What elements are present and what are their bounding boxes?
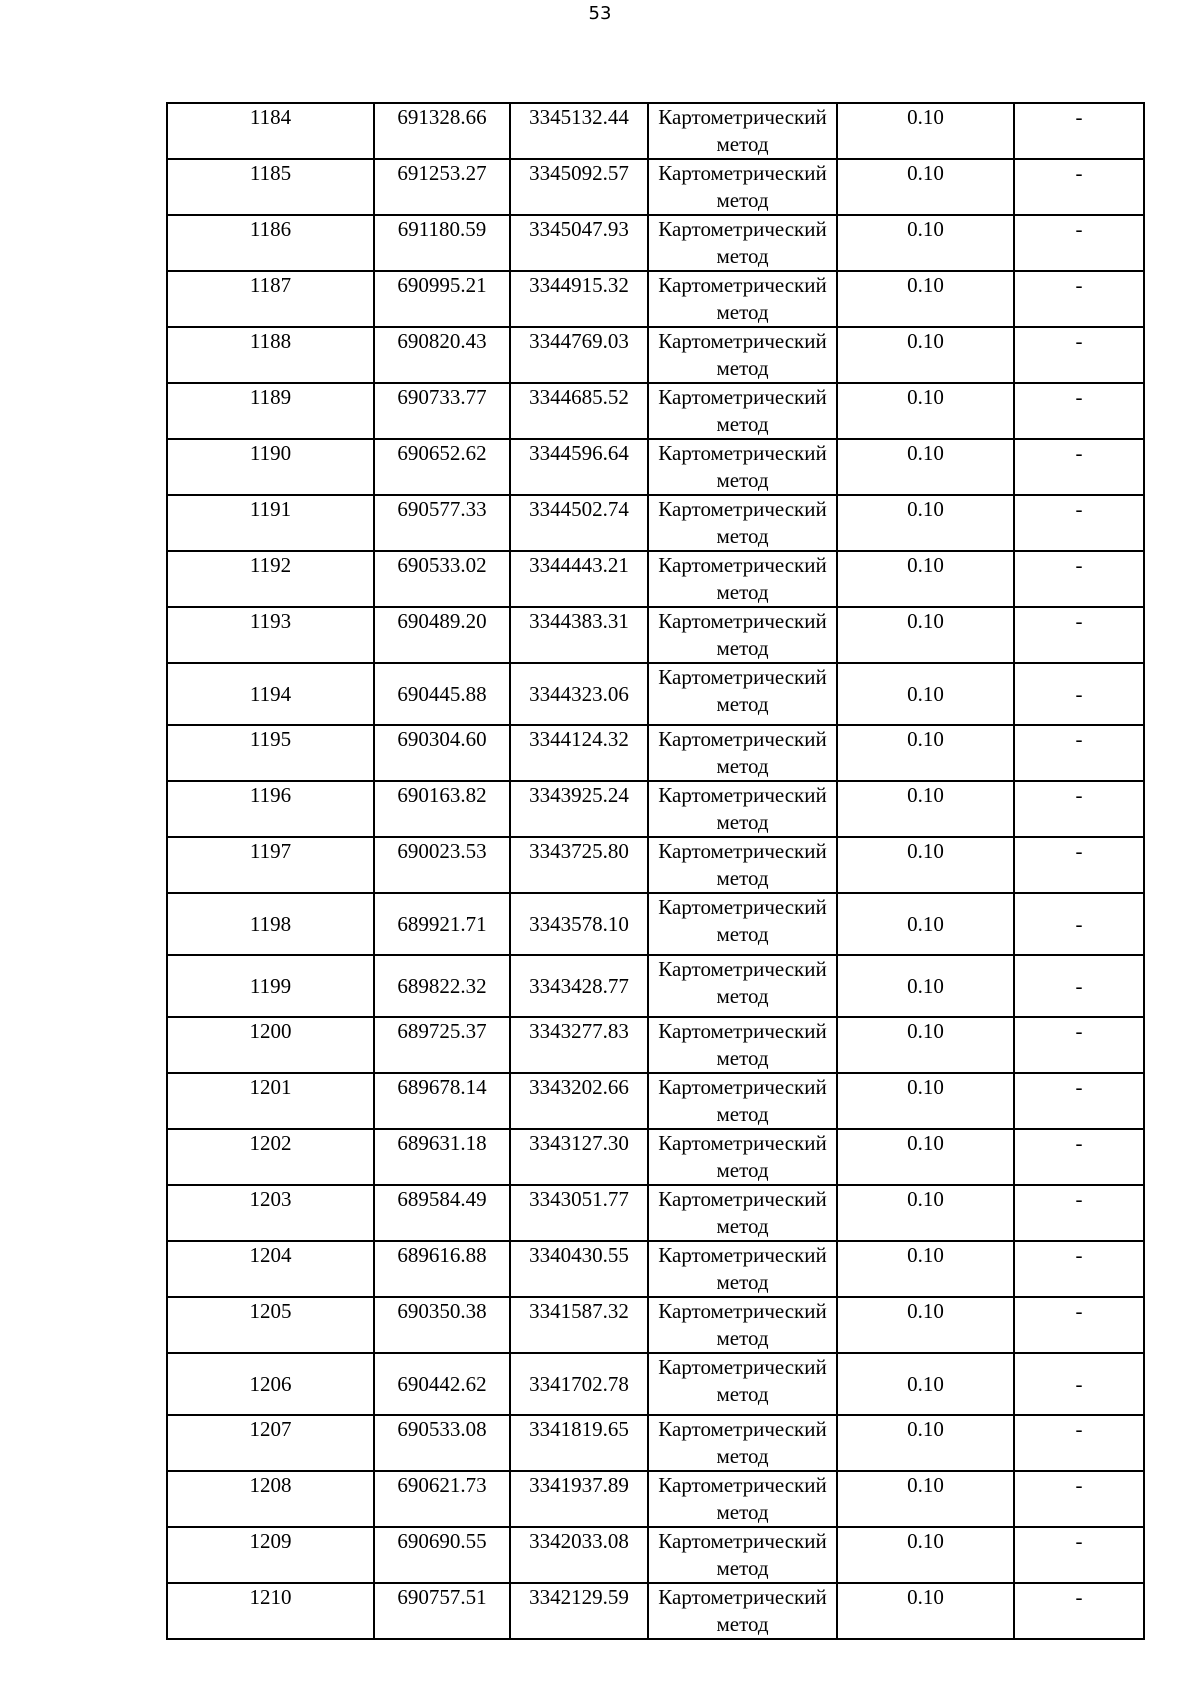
y-coordinate-cell: 3341702.78 (510, 1353, 648, 1415)
point-number-cell: 1206 (167, 1353, 374, 1415)
point-number-cell: 1185 (167, 159, 374, 215)
method-cell (648, 1017, 837, 1073)
method-cell (648, 725, 837, 781)
point-number-cell: 1205 (167, 1297, 374, 1353)
table-row (167, 1185, 1144, 1241)
method-line-2: метод (716, 1270, 769, 1294)
accuracy-cell: 0.10 (837, 1241, 1014, 1297)
method-cell (648, 955, 837, 1017)
method-cell (648, 1129, 837, 1185)
method-line-1: Картометрический (658, 1417, 827, 1441)
y-coordinate-cell: 3344685.52 (510, 383, 648, 439)
method-line-1: Картометрический (658, 441, 827, 465)
point-number-cell: 1186 (167, 215, 374, 271)
accuracy-cell: 0.10 (837, 1017, 1014, 1073)
x-coordinate-cell: 690163.82 (374, 781, 510, 837)
method-cell (648, 1353, 837, 1415)
point-number-cell: 1190 (167, 439, 374, 495)
method-cell (648, 1415, 837, 1471)
method-cell (648, 663, 837, 725)
table-row (167, 159, 1144, 215)
y-coordinate-cell: 3344502.74 (510, 495, 648, 551)
point-number-cell: 1197 (167, 837, 374, 893)
table-row (167, 1353, 1144, 1415)
y-coordinate-cell: 3345092.57 (510, 159, 648, 215)
accuracy-cell: 0.10 (837, 1185, 1014, 1241)
method-line-1: Картометрический (658, 1131, 827, 1155)
table-row (167, 781, 1144, 837)
method-line-1: Картометрический (658, 783, 827, 807)
table-row (167, 271, 1144, 327)
note-cell: - (1014, 1129, 1144, 1185)
accuracy-cell: 0.10 (837, 495, 1014, 551)
point-number-cell: 1199 (167, 955, 374, 1017)
table-row (167, 1129, 1144, 1185)
method-line-2: метод (716, 1556, 769, 1580)
y-coordinate-cell: 3344769.03 (510, 327, 648, 383)
method-line-2: метод (716, 244, 769, 268)
method-cell (648, 781, 837, 837)
method-cell (648, 1297, 837, 1353)
x-coordinate-cell: 690304.60 (374, 725, 510, 781)
note-cell: - (1014, 1353, 1144, 1415)
note-cell: - (1014, 103, 1144, 159)
note-cell: - (1014, 327, 1144, 383)
accuracy-cell: 0.10 (837, 1471, 1014, 1527)
note-cell: - (1014, 837, 1144, 893)
table-row (167, 837, 1144, 893)
x-coordinate-cell: 691253.27 (374, 159, 510, 215)
table-row (167, 439, 1144, 495)
x-coordinate-cell: 690533.02 (374, 551, 510, 607)
method-line-2: метод (716, 580, 769, 604)
method-cell (648, 551, 837, 607)
note-cell: - (1014, 551, 1144, 607)
point-number-cell: 1207 (167, 1415, 374, 1471)
accuracy-cell: 0.10 (837, 607, 1014, 663)
accuracy-cell: 0.10 (837, 837, 1014, 893)
y-coordinate-cell: 3343925.24 (510, 781, 648, 837)
table-row (167, 663, 1144, 725)
method-line-2: метод (716, 866, 769, 890)
table-row (167, 495, 1144, 551)
method-line-2: метод (716, 300, 769, 324)
method-cell (648, 271, 837, 327)
accuracy-cell: 0.10 (837, 955, 1014, 1017)
method-cell (648, 159, 837, 215)
method-line-1: Картометрический (658, 1187, 827, 1211)
accuracy-cell: 0.10 (837, 159, 1014, 215)
note-cell: - (1014, 271, 1144, 327)
accuracy-cell: 0.10 (837, 1527, 1014, 1583)
point-number-cell: 1194 (167, 663, 374, 725)
accuracy-cell: 0.10 (837, 1129, 1014, 1185)
method-line-1: Картометрический (658, 665, 827, 689)
table-row (167, 215, 1144, 271)
method-line-1: Картометрический (658, 609, 827, 633)
method-cell (648, 1471, 837, 1527)
method-line-1: Картометрический (658, 329, 827, 353)
method-line-2: метод (716, 1612, 769, 1636)
method-line-2: метод (716, 636, 769, 660)
x-coordinate-cell: 690733.77 (374, 383, 510, 439)
method-cell (648, 1073, 837, 1129)
x-coordinate-cell: 690023.53 (374, 837, 510, 893)
coordinates-table (166, 102, 1145, 1640)
y-coordinate-cell: 3345132.44 (510, 103, 648, 159)
table-row (167, 327, 1144, 383)
method-line-2: метод (716, 692, 769, 716)
method-cell (648, 383, 837, 439)
point-number-cell: 1191 (167, 495, 374, 551)
method-line-1: Картометрический (658, 1473, 827, 1497)
method-line-1: Картометрический (658, 727, 827, 751)
method-cell (648, 837, 837, 893)
table-row (167, 725, 1144, 781)
method-line-2: метод (716, 922, 769, 946)
y-coordinate-cell: 3343051.77 (510, 1185, 648, 1241)
method-line-2: метод (716, 1382, 769, 1406)
point-number-cell: 1192 (167, 551, 374, 607)
method-line-1: Картометрический (658, 1075, 827, 1099)
method-line-1: Картометрический (658, 1299, 827, 1323)
note-cell: - (1014, 781, 1144, 837)
method-line-2: метод (716, 984, 769, 1008)
table-row (167, 1073, 1144, 1129)
method-line-2: метод (716, 1102, 769, 1126)
point-number-cell: 1198 (167, 893, 374, 955)
point-number-cell: 1210 (167, 1583, 374, 1639)
point-number-cell: 1204 (167, 1241, 374, 1297)
x-coordinate-cell: 689678.14 (374, 1073, 510, 1129)
y-coordinate-cell: 3340430.55 (510, 1241, 648, 1297)
accuracy-cell: 0.10 (837, 1073, 1014, 1129)
note-cell: - (1014, 1583, 1144, 1639)
y-coordinate-cell: 3343578.10 (510, 893, 648, 955)
note-cell: - (1014, 1415, 1144, 1471)
point-number-cell: 1195 (167, 725, 374, 781)
note-cell: - (1014, 215, 1144, 271)
page-number: 53 (588, 3, 612, 24)
accuracy-cell: 0.10 (837, 893, 1014, 955)
accuracy-cell: 0.10 (837, 1353, 1014, 1415)
note-cell: - (1014, 383, 1144, 439)
table-row (167, 1017, 1144, 1073)
note-cell: - (1014, 1017, 1144, 1073)
table-row (167, 383, 1144, 439)
note-cell: - (1014, 1241, 1144, 1297)
x-coordinate-cell: 690442.62 (374, 1353, 510, 1415)
method-line-2: метод (716, 188, 769, 212)
accuracy-cell: 0.10 (837, 781, 1014, 837)
note-cell: - (1014, 1073, 1144, 1129)
y-coordinate-cell: 3343202.66 (510, 1073, 648, 1129)
method-line-2: метод (716, 1046, 769, 1070)
table-row (167, 1297, 1144, 1353)
y-coordinate-cell: 3343277.83 (510, 1017, 648, 1073)
method-line-2: метод (716, 468, 769, 492)
point-number-cell: 1188 (167, 327, 374, 383)
x-coordinate-cell: 689584.49 (374, 1185, 510, 1241)
method-line-2: метод (716, 810, 769, 834)
x-coordinate-cell: 691328.66 (374, 103, 510, 159)
method-line-1: Картометрический (658, 161, 827, 185)
point-number-cell: 1184 (167, 103, 374, 159)
method-cell (648, 327, 837, 383)
x-coordinate-cell: 690350.38 (374, 1297, 510, 1353)
method-cell (648, 439, 837, 495)
method-cell (648, 1185, 837, 1241)
point-number-cell: 1208 (167, 1471, 374, 1527)
accuracy-cell: 0.10 (837, 1297, 1014, 1353)
point-number-cell: 1200 (167, 1017, 374, 1073)
y-coordinate-cell: 3345047.93 (510, 215, 648, 271)
note-cell: - (1014, 1527, 1144, 1583)
accuracy-cell: 0.10 (837, 439, 1014, 495)
method-cell (648, 103, 837, 159)
x-coordinate-cell: 690445.88 (374, 663, 510, 725)
method-line-1: Картометрический (658, 1243, 827, 1267)
note-cell: - (1014, 663, 1144, 725)
point-number-cell: 1189 (167, 383, 374, 439)
note-cell: - (1014, 159, 1144, 215)
x-coordinate-cell: 689822.32 (374, 955, 510, 1017)
y-coordinate-cell: 3344383.31 (510, 607, 648, 663)
method-line-2: метод (716, 1500, 769, 1524)
accuracy-cell: 0.10 (837, 271, 1014, 327)
x-coordinate-cell: 690621.73 (374, 1471, 510, 1527)
point-number-cell: 1203 (167, 1185, 374, 1241)
y-coordinate-cell: 3343725.80 (510, 837, 648, 893)
method-line-1: Картометрический (658, 1355, 827, 1379)
point-number-cell: 1209 (167, 1527, 374, 1583)
x-coordinate-cell: 689921.71 (374, 893, 510, 955)
method-line-2: метод (716, 1326, 769, 1350)
accuracy-cell: 0.10 (837, 551, 1014, 607)
accuracy-cell: 0.10 (837, 327, 1014, 383)
y-coordinate-cell: 3341819.65 (510, 1415, 648, 1471)
y-coordinate-cell: 3344124.32 (510, 725, 648, 781)
method-cell (648, 893, 837, 955)
note-cell: - (1014, 893, 1144, 955)
coordinates-table-body (167, 103, 1144, 1639)
x-coordinate-cell: 689631.18 (374, 1129, 510, 1185)
table-row (167, 1583, 1144, 1639)
x-coordinate-cell: 690533.08 (374, 1415, 510, 1471)
method-line-1: Картометрический (658, 895, 827, 919)
y-coordinate-cell: 3344323.06 (510, 663, 648, 725)
method-line-1: Картометрический (658, 385, 827, 409)
accuracy-cell: 0.10 (837, 1415, 1014, 1471)
accuracy-cell: 0.10 (837, 663, 1014, 725)
method-line-1: Картометрический (658, 1585, 827, 1609)
table-row (167, 1241, 1144, 1297)
method-cell (648, 1583, 837, 1639)
method-cell (648, 1241, 837, 1297)
table-row (167, 1415, 1144, 1471)
x-coordinate-cell: 690820.43 (374, 327, 510, 383)
method-line-1: Картометрический (658, 1529, 827, 1553)
y-coordinate-cell: 3342129.59 (510, 1583, 648, 1639)
table-row (167, 893, 1144, 955)
method-line-1: Картометрический (658, 839, 827, 863)
x-coordinate-cell: 690652.62 (374, 439, 510, 495)
method-line-1: Картометрический (658, 273, 827, 297)
note-cell: - (1014, 725, 1144, 781)
method-line-2: метод (716, 412, 769, 436)
accuracy-cell: 0.10 (837, 103, 1014, 159)
y-coordinate-cell: 3341587.32 (510, 1297, 648, 1353)
point-number-cell: 1187 (167, 271, 374, 327)
x-coordinate-cell: 689725.37 (374, 1017, 510, 1073)
y-coordinate-cell: 3343127.30 (510, 1129, 648, 1185)
note-cell: - (1014, 1297, 1144, 1353)
y-coordinate-cell: 3344915.32 (510, 271, 648, 327)
x-coordinate-cell: 690489.20 (374, 607, 510, 663)
table-row (167, 551, 1144, 607)
y-coordinate-cell: 3344443.21 (510, 551, 648, 607)
method-cell (648, 1527, 837, 1583)
method-line-1: Картометрический (658, 217, 827, 241)
method-line-2: метод (716, 132, 769, 156)
table-row (167, 955, 1144, 1017)
x-coordinate-cell: 690995.21 (374, 271, 510, 327)
accuracy-cell: 0.10 (837, 383, 1014, 439)
method-line-2: метод (716, 1444, 769, 1468)
point-number-cell: 1201 (167, 1073, 374, 1129)
table-row (167, 1527, 1144, 1583)
table-row (167, 1471, 1144, 1527)
y-coordinate-cell: 3344596.64 (510, 439, 648, 495)
y-coordinate-cell: 3342033.08 (510, 1527, 648, 1583)
x-coordinate-cell: 689616.88 (374, 1241, 510, 1297)
note-cell: - (1014, 495, 1144, 551)
method-line-1: Картометрический (658, 497, 827, 521)
method-line-2: метод (716, 356, 769, 380)
method-line-1: Картометрический (658, 105, 827, 129)
point-number-cell: 1196 (167, 781, 374, 837)
point-number-cell: 1202 (167, 1129, 374, 1185)
accuracy-cell: 0.10 (837, 1583, 1014, 1639)
y-coordinate-cell: 3343428.77 (510, 955, 648, 1017)
table-row (167, 103, 1144, 159)
method-line-2: метод (716, 1214, 769, 1238)
method-line-2: метод (716, 524, 769, 548)
method-line-1: Картометрический (658, 957, 827, 981)
note-cell: - (1014, 607, 1144, 663)
method-line-2: метод (716, 754, 769, 778)
note-cell: - (1014, 1185, 1144, 1241)
point-number-cell: 1193 (167, 607, 374, 663)
note-cell: - (1014, 439, 1144, 495)
y-coordinate-cell: 3341937.89 (510, 1471, 648, 1527)
method-cell (648, 215, 837, 271)
method-line-1: Картометрический (658, 553, 827, 577)
x-coordinate-cell: 690577.33 (374, 495, 510, 551)
method-cell (648, 607, 837, 663)
note-cell: - (1014, 955, 1144, 1017)
accuracy-cell: 0.10 (837, 725, 1014, 781)
note-cell: - (1014, 1471, 1144, 1527)
method-cell (648, 495, 837, 551)
x-coordinate-cell: 691180.59 (374, 215, 510, 271)
accuracy-cell: 0.10 (837, 215, 1014, 271)
method-line-1: Картометрический (658, 1019, 827, 1043)
table-row (167, 607, 1144, 663)
method-line-2: метод (716, 1158, 769, 1182)
x-coordinate-cell: 690757.51 (374, 1583, 510, 1639)
x-coordinate-cell: 690690.55 (374, 1527, 510, 1583)
